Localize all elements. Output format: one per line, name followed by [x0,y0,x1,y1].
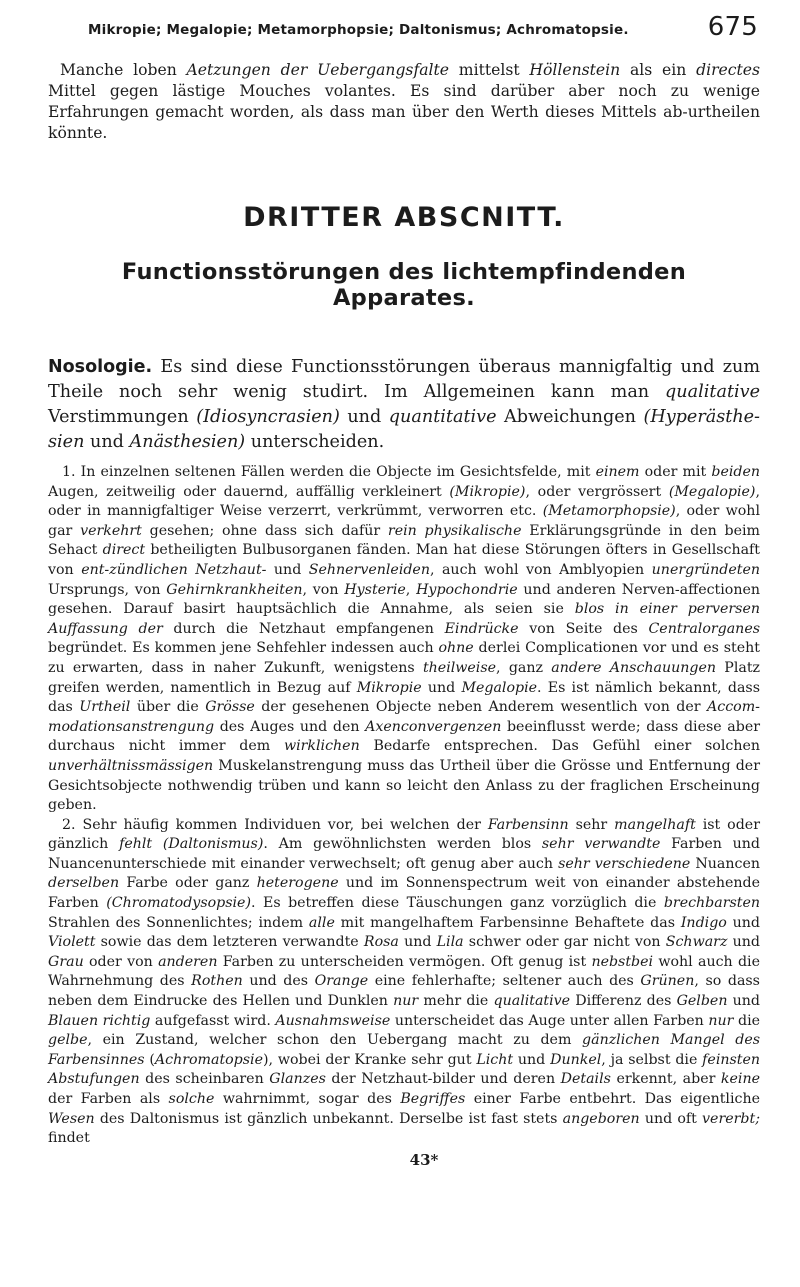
intro-emphasis: Aetzungen der Uebergangsfalte [186,61,449,79]
emphasis-text: ohne [438,640,474,657]
body-text: durch die Netzhaut empfangenen [162,620,445,637]
body-text: wahrnimmt, sogar des [214,1091,401,1107]
emphasis-text: Farbensinn [487,816,569,833]
emphasis-text: Achromatopsie [154,1051,263,1068]
emphasis-text: gelbe [48,1032,88,1049]
emphasis-text: gänzlichen Mangel des Farbensinnes [48,1032,761,1068]
body-text: gesehen; ohne dass sich dafür [141,522,388,539]
emphasis-text: keine [720,1071,760,1088]
body-text: und oft [639,1110,703,1127]
emphasis-text: Grösse [205,699,255,716]
emphasis-text: andere Anschauungen [551,659,717,676]
emphasis-text: (Mikropie) [449,483,526,500]
emphasis-text: Accom-modationsanstrengung [48,699,760,735]
lead-emphasis: (Hyperästhe-sien [48,407,761,452]
emphasis-text: solche [168,1091,215,1107]
body-text: und im Sonnenspectrum weit von einander abstehende Farben [48,875,761,912]
emphasis-text: Grau [48,953,84,970]
emphasis-text: Gelben [676,993,728,1010]
body-text: Muskelanstrengung muss das Urtheil über die Grösse und Entfernung der Gesichtsobjecte nothwendig trüben und kann so leicht den Anlass zu der fraglichen Erscheinung geben. [48,757,760,814]
emphasis-text: direct [102,542,146,559]
emphasis-text: Glanzes [269,1071,326,1088]
emphasis-text: (Chromatodysopsie) [106,895,251,912]
body-text: eine fehlerhafte; seltener auch des [368,973,641,990]
body-text: . Am gewöhnlichsten werden blos [263,836,542,853]
emphasis-text: angeboren [562,1110,640,1127]
emphasis-text: anderen [158,953,218,970]
body-text: 1. In einzelnen seltenen Fällen werden die Objecte im Gesichtsfelde, mit [62,464,596,480]
emphasis-text: Grünen [640,973,695,990]
lead-emphasis: qualitative [665,382,760,402]
body-text: wohl auch die Wahrnehmung des [48,953,760,990]
emphasis-text: verkehrt [80,522,142,539]
body-text: der gesehenen Objecte neben Anderem wesentlich von der [254,699,708,716]
body-text: 2. Sehr häufig kommen Individuen vor, bei welchen der [62,816,488,833]
intro-paragraph [48,60,760,144]
body-text: Augen, zeitweilig oder dauernd, auffällig verkleinert [48,483,450,500]
emphasis-text: wirklichen [283,738,360,755]
page-number: 675 [707,12,758,42]
emphasis-text: Axenconvergenzen [365,718,502,735]
emphasis-text: Violett [48,934,96,951]
nosology-lead-paragraph [48,355,760,455]
lead-text: und [339,407,389,427]
emphasis-text: nur [393,993,419,1010]
body-text: und [513,1051,551,1068]
running-head-title: Mikropie; Megalopie; Metamorphopsie; Daltonismus; Achromatopsie. [88,22,629,38]
body-text: ), wobei der Kranke sehr gut [262,1051,477,1068]
emphasis-text: sehr verschiedene [558,855,691,872]
emphasis-text: Wesen [48,1110,95,1127]
body-text: begründet. Es kommen jene Sehfehler indessen auch [48,640,439,657]
emphasis-text: fehlt (Daltonismus) [119,836,264,853]
body-text: betheiligten Bulbusorganen fänden. Man hat diese Störungen öfters in Gesellschaft von [48,542,760,578]
emphasis-text: mangelhaft [614,816,696,833]
signature-mark: 43* [409,1150,439,1169]
intro-emphasis: Höllenstein [529,61,621,79]
emphasis-text: feinsten Abstufungen [48,1051,761,1088]
body-text: ( [144,1051,155,1068]
emphasis-text: Hypochondrie [416,581,518,598]
body-text: , [405,581,417,598]
emphasis-text: Dunkel [550,1051,602,1068]
emphasis-text: Details [560,1071,611,1088]
body-text: aufgefasst wird. [150,1012,276,1029]
emphasis-text: Licht [476,1051,514,1068]
body-text: der Netzhaut-bilder und deren [325,1071,561,1088]
emphasis-text: Orange [314,973,369,990]
body-text: , ja selbst die [601,1051,703,1068]
body-text: des Auges und den [214,718,366,735]
body-text: , ein Zustand, welcher schon den Uebergang macht zu dem [87,1032,583,1049]
body-text: Farbe oder ganz [119,875,257,892]
emphasis-text: beiden [711,464,760,480]
body-text: Bedarfe entsprechen. Das Gefühl einer solchen [359,738,761,755]
body-text: und [726,914,761,931]
lead-text: Verstimmungen [48,407,197,427]
body-text: sowie das dem letzteren verwandte [95,934,364,951]
emphasis-text: (Metamorphopsie) [542,503,676,520]
emphasis-text: Urtheil [79,699,131,716]
section-title: DRITTER ABSCNITT. [243,202,565,233]
body-text: des scheinbaren [139,1071,270,1088]
body-text: sehr [568,816,615,833]
emphasis-text: Schwarz [665,934,728,951]
emphasis-text: ent-zündlichen Netzhaut- [81,561,267,578]
lead-emphasis: quantitative [388,407,497,427]
emphasis-text: einem [595,464,640,480]
body-text: , ganz [496,659,552,676]
lead-text: Es sind diese Functionsstörungen überaus mannigfaltig und zum Theile noch sehr wenig studirt. Im Allgemeinen kann man [48,357,760,402]
body-text: , so dass neben dem Eindrucke des Hellen und Dunklen [48,973,760,1010]
body-text: und [266,561,309,578]
body-text: einer Farbe entbehrt. Das eigentliche [465,1091,760,1107]
body-text: Strahlen des Sonnenlichtes; indem [48,914,309,931]
emphasis-text: Eindrücke [444,620,519,637]
body-text: erkennt, aber [610,1071,721,1088]
body-text: . Es betreffen diese Täuschungen ganz vorzüglich die [250,895,664,912]
body-text: Nuancen [690,855,760,872]
running-head [48,12,760,44]
body-text: der Farben als [48,1091,169,1107]
nosology-rubric: Nosologie. [48,357,153,377]
lead-emphasis: (Idiosyncrasien) [196,407,340,427]
emphasis-text: Rothen [191,973,243,990]
body-text: derlei Complicationen vor und es steht zu erwarten, dass in naher Zukunft, wenigstens [48,640,760,676]
lead-emphasis: Anästhesien) [129,432,246,452]
body-text: oder von [83,953,159,970]
body-text: , oder in mannigfaltiger Weise verzerrt, verkrümmt, verworren etc. [48,483,760,520]
body-text: über die [130,699,206,716]
body-text: Ursprungs, von [48,581,167,598]
intro-text: mittelst [449,61,530,79]
emphasis-text: (Megalopie) [668,483,756,500]
body-text: Farben und Nuancenunterschiede mit einander verwechselt; oft genug aber auch [48,836,761,872]
emphasis-text: unverhältnissmässigen [48,757,214,774]
emphasis-text: Centralorganes [648,620,760,637]
emphasis-text: Hysterie [344,581,406,598]
body-text: von Seite des [518,620,649,637]
body-text: , oder wohl gar [48,503,760,539]
body-text: , auch wohl von Amblyopien [429,561,652,578]
body-text: des Daltonismus ist gänzlich unbekannt. Derselbe ist fast stets [94,1110,563,1127]
intro-text: Manche loben [60,61,187,79]
emphasis-text: Sehnervenleiden [308,561,430,578]
body-text: Platz greifen werden, namentlich in Bezug auf [48,659,761,696]
paragraph-1-mikropie [48,463,760,816]
body-text: Differenz des [570,993,677,1010]
section-subtitle: Functionsstörungen des lichtempfindenden Apparates. [121,259,687,311]
lead-text: Abweichungen [496,407,644,427]
emphasis-text: heterogene [256,875,339,892]
emphasis-text: Ausnahmsweise [275,1012,391,1029]
body-text: , oder vergrössert [525,483,669,500]
body-text: . Es ist nämlich bekannt, dass das [48,679,760,716]
emphasis-text: sehr verwandte [541,836,661,853]
emphasis-text: Rosa [363,934,399,951]
lead-text: unterscheiden. [245,432,385,452]
paragraph-2-daltonismus [48,816,760,1149]
emphasis-text: Megalopie [461,679,538,696]
body-text: oder mit [639,464,712,480]
emphasis-text: brechbarsten [663,895,761,912]
body-text: findet [48,1130,90,1147]
emphasis-text: Lila [436,934,464,951]
emphasis-text: derselben [48,875,120,892]
body-text: schwer oder gar nicht von [463,934,666,951]
body-text: ist oder gänzlich [48,816,760,853]
emphasis-text: unergründeten [651,561,760,578]
lead-text: und [84,432,130,452]
body-text: mehr die [418,993,494,1010]
body-text: und [421,679,462,696]
emphasis-text: Mikropie [356,679,422,696]
emphasis-text: vererbt; [702,1110,760,1127]
emphasis-text: nebstbei [591,953,654,970]
emphasis-text: Indigo [680,914,727,931]
emphasis-text: Begriffes [400,1091,466,1107]
emphasis-text: qualitative [493,993,571,1010]
intro-text: als ein [620,61,697,79]
body-text: Erklärungsgründe in den beim Sehact [48,522,760,559]
body-text: und des [242,973,315,990]
body-text: und [727,993,761,1010]
emphasis-text: blos in einer perversen Auffassung der [48,601,760,637]
body-text: beeinflusst werde; dass diese aber durchaus nicht immer dem [48,718,760,755]
body-text: und [727,934,760,951]
body-text: und [398,934,437,951]
book-page [48,12,761,1169]
emphasis-text: nur [708,1012,734,1029]
body-text: Farben zu unterscheiden vermögen. Oft genug ist [217,953,592,970]
intro-text: Mittel gegen lästige Mouches volantes. Es sind darüber aber noch zu wenige Erfahrungen gemacht worden, als dass man über den Werth dieses Mittels ab-urtheilen könnte. [48,82,760,142]
intro-emphasis: directes [696,61,760,79]
emphasis-text: Blauen richtig [48,1012,151,1029]
body-text: die [733,1012,761,1029]
emphasis-text: Gehirnkrankheiten [166,581,303,598]
emphasis-text: theilweise [422,659,497,676]
body-text: unterscheidet das Auge unter allen Farben [390,1012,709,1029]
emphasis-text: rein physikalische [387,522,522,539]
emphasis-text: alle [308,914,335,931]
body-text: und anderen Nerven-affectionen gesehen. Darauf basirt hauptsächlich die Annahme, als seien sie [48,581,760,618]
body-text: , von [302,581,345,598]
body-text: mit mangelhaftem Farbensinne Behaftete das [334,914,681,931]
